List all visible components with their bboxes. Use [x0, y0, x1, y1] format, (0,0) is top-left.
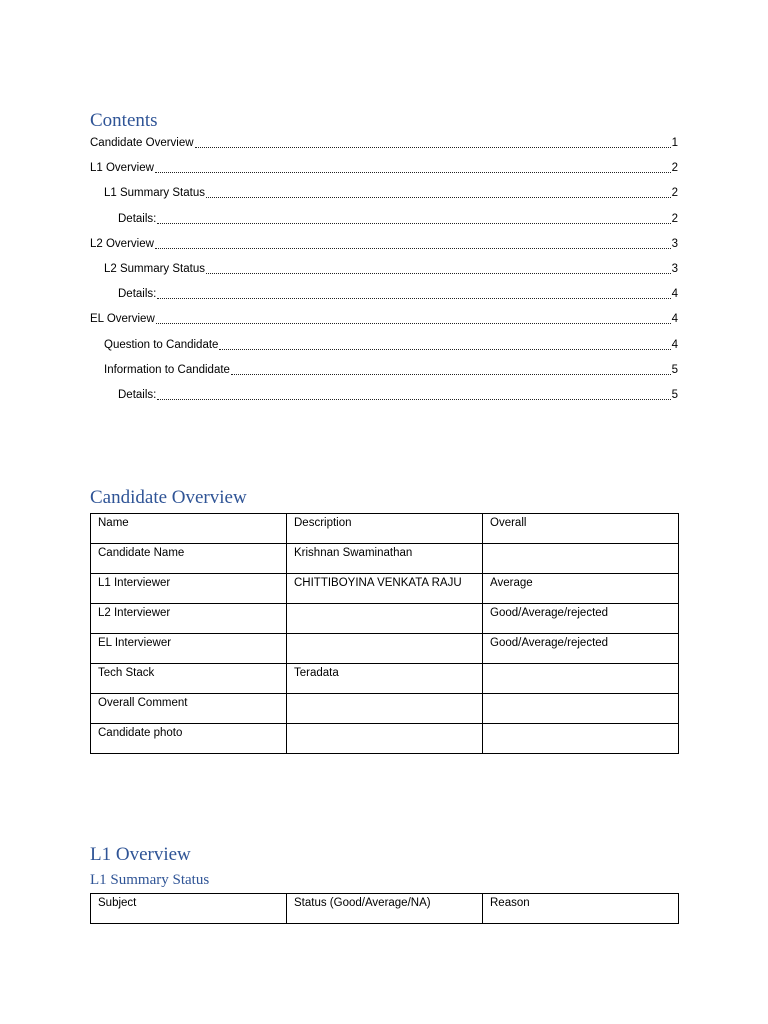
table-cell	[483, 544, 679, 574]
toc-page-number: 2	[671, 187, 678, 200]
table-cell	[483, 694, 679, 724]
toc-entry-label: Candidate Overview	[90, 137, 194, 149]
toc-entry[interactable]	[90, 363, 678, 388]
table-cell: Tech Stack	[91, 664, 287, 694]
l1-summary-status-heading: L1 Summary Status	[90, 872, 210, 888]
table-row	[91, 574, 679, 604]
toc-entry[interactable]	[90, 186, 678, 211]
table-cell	[483, 724, 679, 754]
l1-summary-table	[90, 893, 679, 924]
table-of-contents	[90, 136, 678, 413]
toc-entry[interactable]	[90, 287, 678, 312]
toc-entry-label: L2 Summary Status	[104, 262, 205, 275]
toc-dot-leader	[219, 338, 670, 350]
toc-entry-label: L1 Summary Status	[104, 187, 205, 200]
table-row	[91, 694, 679, 724]
table-header-row	[91, 514, 679, 544]
table-cell	[287, 604, 483, 634]
toc-entry-label: Details:	[118, 288, 157, 301]
table-cell: Teradata	[287, 664, 483, 694]
toc-dot-leader	[157, 212, 670, 224]
toc-page-number: 2	[671, 162, 678, 175]
table-cell: Overall	[483, 514, 679, 544]
table-cell: Average	[483, 574, 679, 604]
table-cell: Good/Average/rejected	[483, 604, 679, 634]
table-cell	[287, 724, 483, 754]
table-row	[91, 664, 679, 694]
toc-entry-label: L2 Overview	[90, 237, 154, 250]
table-cell: Krishnan Swaminathan	[287, 544, 483, 574]
toc-dot-leader	[157, 388, 670, 400]
toc-entry[interactable]	[90, 338, 678, 363]
toc-dot-leader	[156, 312, 671, 324]
toc-entry[interactable]	[90, 136, 678, 161]
toc-entry-label: Details:	[118, 388, 157, 401]
table-cell: EL Interviewer	[91, 634, 287, 664]
table-cell: Subject	[91, 894, 287, 924]
table-row	[91, 544, 679, 574]
toc-page-number: 5	[671, 388, 678, 401]
toc-dot-leader	[155, 161, 671, 173]
toc-entry[interactable]	[90, 312, 678, 337]
toc-entry[interactable]	[90, 388, 678, 413]
toc-page-number: 3	[671, 237, 678, 250]
toc-page-number: 4	[671, 338, 678, 351]
toc-page-number: 5	[671, 363, 678, 376]
toc-entry[interactable]	[90, 212, 678, 237]
toc-dot-leader	[206, 262, 671, 274]
contents-heading: Contents	[90, 110, 158, 131]
table-cell: Candidate Name	[91, 544, 287, 574]
candidate-overview-heading: Candidate Overview	[90, 487, 247, 508]
table-header-row	[91, 894, 679, 924]
toc-page-number: 1	[671, 137, 678, 149]
toc-entry[interactable]	[90, 161, 678, 186]
table-cell: Candidate photo	[91, 724, 287, 754]
table-cell: Overall Comment	[91, 694, 287, 724]
toc-entry-label: L1 Overview	[90, 162, 154, 175]
table-cell: L2 Interviewer	[91, 604, 287, 634]
toc-page-number: 4	[671, 288, 678, 301]
table-cell	[287, 634, 483, 664]
table-cell: Name	[91, 514, 287, 544]
toc-page-number: 3	[671, 262, 678, 275]
toc-dot-leader	[195, 136, 671, 148]
table-row	[91, 724, 679, 754]
toc-entry-label: Question to Candidate	[104, 338, 219, 351]
table-cell	[483, 664, 679, 694]
toc-entry-label: Information to Candidate	[104, 363, 230, 376]
table-row	[91, 604, 679, 634]
table-cell: Good/Average/rejected	[483, 634, 679, 664]
toc-dot-leader	[231, 363, 671, 375]
table-cell	[287, 694, 483, 724]
table-cell: L1 Interviewer	[91, 574, 287, 604]
toc-page-number: 2	[671, 212, 678, 225]
candidate-overview-table	[90, 513, 679, 754]
toc-dot-leader	[157, 287, 670, 299]
table-row	[91, 634, 679, 664]
toc-entry[interactable]	[90, 237, 678, 262]
toc-entry-label: EL Overview	[90, 313, 155, 326]
table-cell: Description	[287, 514, 483, 544]
table-cell: Status (Good/Average/NA)	[287, 894, 483, 924]
table-cell: Reason	[483, 894, 679, 924]
toc-page-number: 4	[671, 313, 678, 326]
toc-dot-leader	[155, 237, 671, 249]
toc-entry-label: Details:	[118, 212, 157, 225]
toc-dot-leader	[206, 186, 671, 198]
table-cell: CHITTIBOYINA VENKATA RAJU	[287, 574, 483, 604]
toc-entry[interactable]	[90, 262, 678, 287]
l1-overview-heading: L1 Overview	[90, 844, 191, 865]
